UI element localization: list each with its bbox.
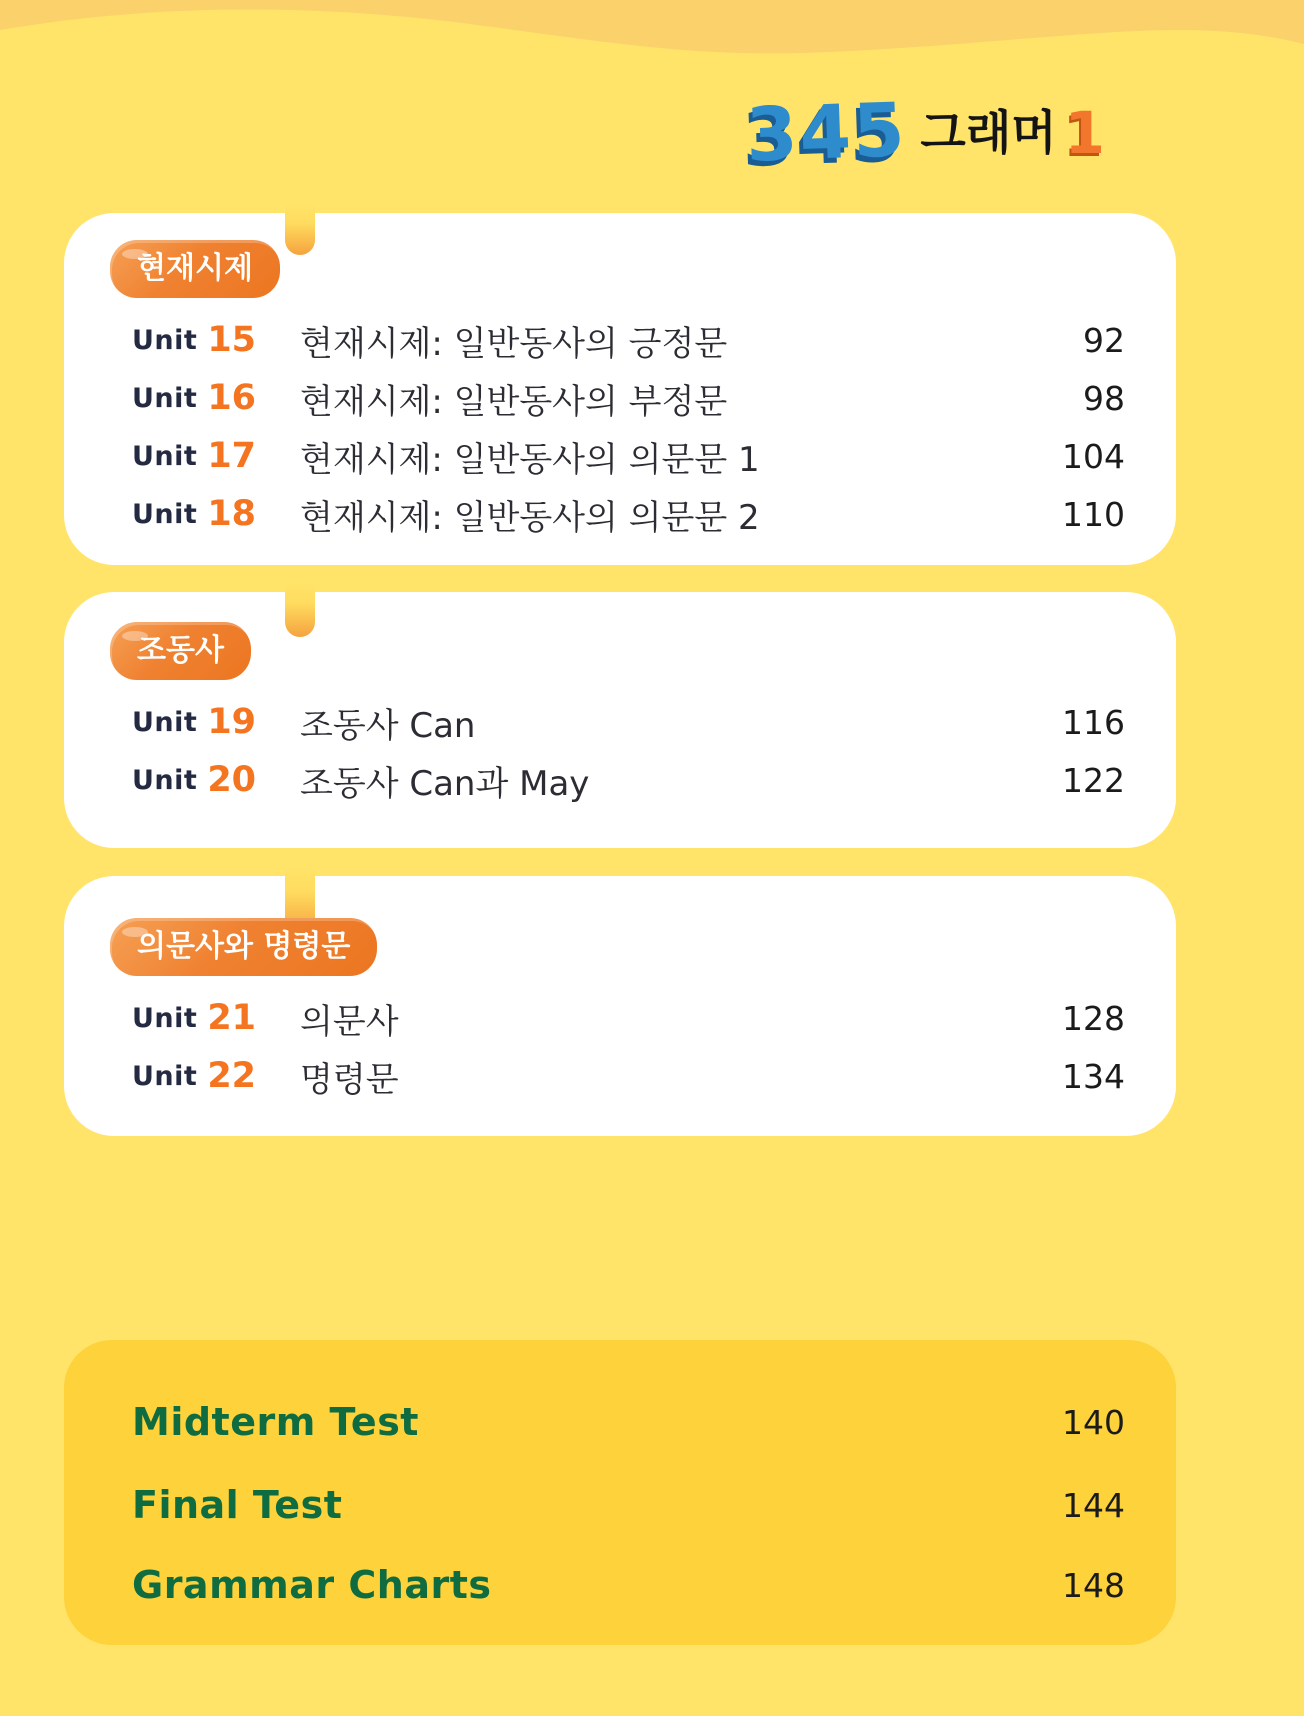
unit-word: Unit <box>132 440 198 472</box>
page-number: 134 <box>1062 1056 1125 1096</box>
unit-title: 명령문 <box>300 1059 399 1100</box>
appendix-label: Midterm Test <box>132 1400 419 1444</box>
page-number: 110 <box>1062 494 1125 534</box>
appendix-row <box>64 1400 1176 1444</box>
section-badge: 조동사 <box>110 622 251 680</box>
page-number: 116 <box>1062 702 1125 742</box>
top-wave-decoration <box>0 0 1304 92</box>
unit-word: Unit <box>132 498 198 530</box>
unit-number: 21 <box>207 998 257 1038</box>
unit-label <box>132 758 256 802</box>
page-number: 144 <box>1062 1485 1125 1525</box>
page-number: 140 <box>1062 1402 1125 1442</box>
unit-word: Unit <box>132 382 198 414</box>
unit-label <box>132 318 256 362</box>
unit-title: 현재시제: 일반동사의 부정문 <box>300 381 728 422</box>
page-number: 92 <box>1083 320 1125 360</box>
page-number: 128 <box>1062 998 1125 1038</box>
section-card-auxiliary-verbs <box>64 592 1176 848</box>
unit-label <box>132 996 256 1040</box>
unit-number: 22 <box>207 1056 257 1096</box>
unit-label <box>132 376 256 420</box>
toc-row <box>64 996 1176 1040</box>
section-badge: 현재시제 <box>110 240 280 298</box>
melting-drip-decoration <box>285 582 315 637</box>
unit-label <box>132 700 256 744</box>
section-card-present-tense <box>64 213 1176 565</box>
unit-number: 17 <box>207 436 257 476</box>
unit-number: 19 <box>207 702 257 742</box>
unit-number: 15 <box>207 320 257 360</box>
unit-number: 20 <box>207 760 257 800</box>
unit-title: 현재시제: 일반동사의 의문문 1 <box>300 439 760 480</box>
unit-title: 조동사 Can과 May <box>300 763 590 804</box>
unit-title: 현재시제: 일반동사의 의문문 2 <box>300 497 760 538</box>
unit-title: 의문사 <box>300 1001 399 1042</box>
toc-row <box>64 1054 1176 1098</box>
page-number: 122 <box>1062 760 1125 800</box>
unit-number: 18 <box>207 494 257 534</box>
unit-number: 16 <box>207 378 257 418</box>
page-number: 148 <box>1062 1565 1125 1605</box>
logo-level-number: 1 <box>1064 99 1105 167</box>
appendix-row <box>64 1483 1176 1527</box>
appendix-label: Final Test <box>132 1483 343 1527</box>
unit-word: Unit <box>132 324 198 356</box>
appendix-row <box>64 1563 1176 1607</box>
unit-word: Unit <box>132 1002 198 1034</box>
section-card-question-words-imperatives <box>64 876 1176 1136</box>
page-number: 104 <box>1062 436 1125 476</box>
unit-title: 조동사 Can <box>300 705 476 746</box>
section-badge: 의문사와 명령문 <box>110 918 377 976</box>
logo-345-text: 345 <box>744 87 908 179</box>
melting-drip-decoration <box>285 203 315 255</box>
toc-row <box>64 758 1176 802</box>
appendix-label: Grammar Charts <box>132 1563 492 1607</box>
book-logo <box>744 87 1105 179</box>
unit-label <box>132 492 256 536</box>
toc-row <box>64 700 1176 744</box>
unit-word: Unit <box>132 764 198 796</box>
unit-label <box>132 1054 256 1098</box>
toc-row <box>64 318 1176 362</box>
page-number: 98 <box>1083 378 1125 418</box>
toc-row <box>64 492 1176 536</box>
logo-grammar-text: 그래머 <box>920 105 1057 161</box>
toc-row <box>64 434 1176 478</box>
toc-row <box>64 376 1176 420</box>
unit-word: Unit <box>132 1060 198 1092</box>
unit-label <box>132 434 256 478</box>
appendix-card <box>64 1340 1176 1645</box>
unit-title: 현재시제: 일반동사의 긍정문 <box>300 323 728 364</box>
unit-word: Unit <box>132 706 198 738</box>
